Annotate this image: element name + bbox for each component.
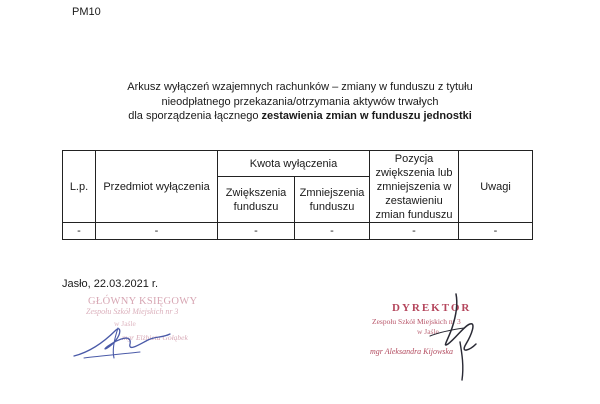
- table-row: [63, 223, 533, 240]
- header-position: Pozycja zwiększenia lub zmniejszenia w zestawieniu zmian funduszu: [370, 151, 459, 223]
- header-remarks: Uwagi: [459, 151, 533, 223]
- stamp-right-line-3: w Jaśle: [417, 327, 439, 336]
- stamp-right-title: DYREKTOR: [392, 302, 472, 314]
- place-and-date: Jasło, 22.03.2021 r.: [62, 278, 159, 290]
- heading-line-3-plain: dla sporządzenia łącznego: [128, 110, 259, 122]
- header-decrease: Zmniejszenia funduszu: [295, 177, 370, 223]
- heading-line-3: [80, 109, 520, 124]
- cell-position: -: [370, 223, 459, 240]
- header-lp: L.p.: [63, 151, 96, 223]
- stamp-left-name: mgr Elżbieta Gołąbek: [122, 333, 188, 342]
- heading-line-1: Arkusz wyłączeń wzajemnych rachunków – zmiany w funduszu z tytułu: [127, 81, 473, 93]
- heading-line-2: nieodpłatnego przekazania/otrzymania aktywów trwałych: [161, 95, 439, 108]
- header-amount-group: Kwota wyłączenia: [218, 151, 370, 177]
- cell-decrease: -: [295, 223, 370, 240]
- stamp-left-line-3: w Jaśle: [114, 319, 136, 328]
- stamp-left-line-2: Zespołu Szkół Miejskich nr 3: [86, 307, 179, 316]
- header-subject: Przedmiot wyłączenia: [96, 151, 218, 223]
- cell-lp: -: [63, 223, 96, 240]
- stamp-left-title: GŁÓWNY KSIĘGOWY: [88, 296, 198, 307]
- document-code: PM10: [72, 6, 101, 18]
- stamp-right-name: mgr Aleksandra Kijowska: [370, 347, 453, 356]
- document-heading: [80, 80, 520, 124]
- cell-remarks: -: [459, 223, 533, 240]
- heading-line-3-bold: zestawienia zmian w funduszu jednostki: [261, 110, 472, 122]
- eliminations-table: [62, 150, 533, 240]
- chief-accountant-signature: [70, 322, 180, 362]
- header-increase: Zwiększenia funduszu: [218, 177, 295, 223]
- director-signature: [420, 290, 500, 386]
- stamp-right-line-2: Zespołu Szkół Miejskich nr 3: [372, 317, 461, 326]
- cell-increase: -: [218, 223, 295, 240]
- cell-subject: -: [96, 223, 218, 240]
